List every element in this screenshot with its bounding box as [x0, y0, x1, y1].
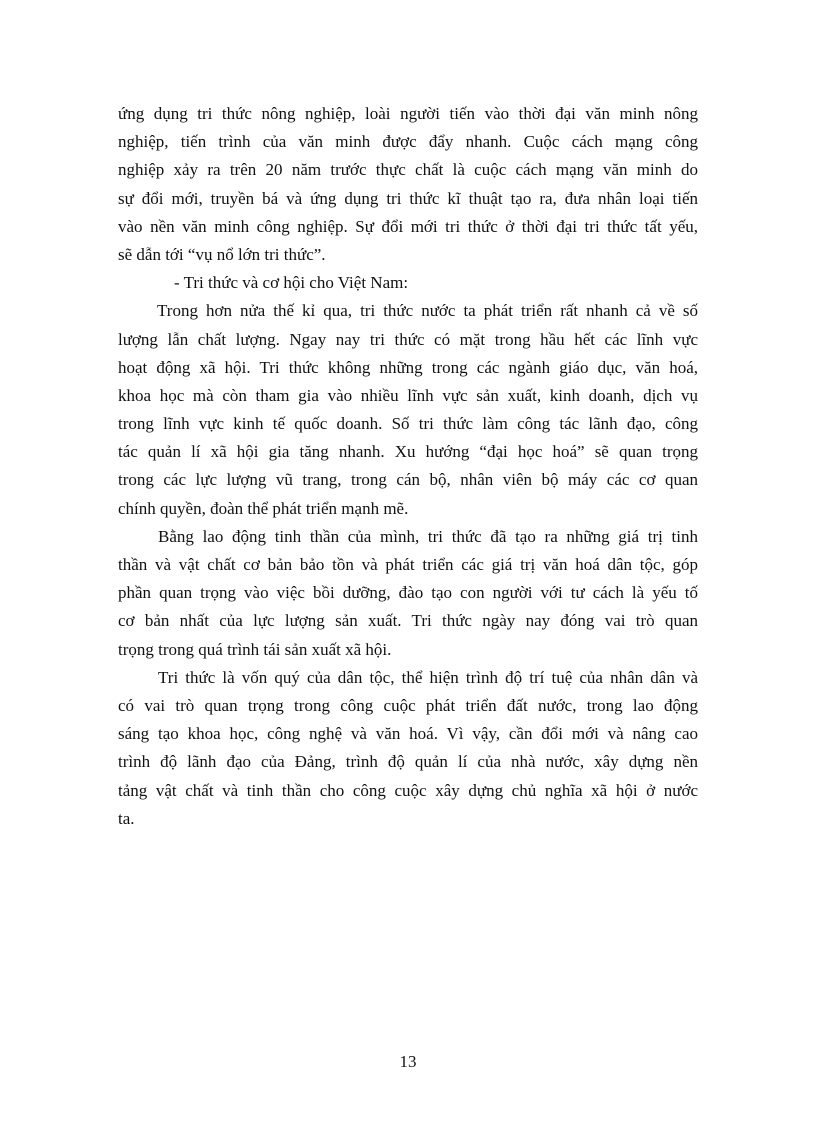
- text-line: cơ bản nhất của lực lượng sản xuất. Tri thức ngày nay đóng vai trò quan: [118, 611, 698, 631]
- text-line: ta.: [118, 808, 135, 828]
- text-line: tảng vật chất và tinh thần cho công cuộc xây dựng chủ nghĩa xã hội ở nước: [118, 780, 698, 800]
- paragraph-4: [118, 664, 698, 833]
- text-line: ứng dụng tri thức nông nghiệp, loài người tiến vào thời đại văn minh nông: [118, 104, 698, 123]
- text-line: Tri thức là vốn quý của dân tộc, thể hiện trình độ trí tuệ của nhân dân và: [158, 667, 698, 687]
- text-line: trong lĩnh vực kinh tế quốc doanh. Số tri thức làm công tác lãnh đạo, công: [118, 414, 698, 434]
- paragraph-3: [118, 523, 698, 664]
- heading-text: - Tri thức và cơ hội cho Việt Nam:: [174, 273, 409, 293]
- text-line: sẽ dẫn tới “vụ nổ lớn tri thức”.: [118, 244, 326, 264]
- text-line: chính quyền, đoàn thể phát triển mạnh mẽ.: [118, 498, 409, 518]
- text-line: trình độ lãnh đạo của Đảng, trình độ quản lí của nhà nước, xây dựng nền: [118, 752, 698, 772]
- section-heading: [118, 269, 698, 297]
- text-line: Trong hơn nửa thế kỉ qua, tri thức nước ta phát triển rất nhanh cả về số: [157, 301, 698, 321]
- text-line: thần và vật chất cơ bản bảo tồn và phát triển các giá trị văn hoá dân tộc, góp: [118, 555, 698, 574]
- text-line: sự đổi mới, truyền bá và ứng dụng tri thức kĩ thuật tạo ra, đưa nhân loại tiến: [118, 188, 698, 208]
- text-line: nghiệp xảy ra trên 20 năm trước thực chất là cuộc cách mạng văn minh do: [118, 160, 698, 180]
- text-line: nghiệp, tiến trình của văn minh được đẩy nhanh. Cuộc cách mạng công: [118, 132, 698, 152]
- text-line: trọng trong quá trình tái sản xuất xã hội.: [118, 639, 392, 659]
- text-line: sáng tạo khoa học, công nghệ và văn hoá. Vì vậy, cần đổi mới và nâng cao: [118, 724, 698, 744]
- paragraph-2: [118, 297, 698, 523]
- text-line: lượng lẫn chất lượng. Ngay nay tri thức có mặt trong hầu hết các lĩnh vực: [118, 329, 698, 349]
- page-number: 13: [399, 1052, 417, 1071]
- text-line: khoa học mà còn tham gia vào nhiều lĩnh vực sản xuất, kinh doanh, dịch vụ: [118, 385, 698, 405]
- page-body: [118, 100, 698, 833]
- text-line: hoạt động xã hội. Tri thức không những trong các ngành giáo dục, văn hoá,: [118, 357, 698, 377]
- text-line: Bằng lao động tinh thần của mình, tri thức đã tạo ra những giá trị tinh: [158, 526, 698, 546]
- text-line: tác quản lí xã hội gia tăng nhanh. Xu hướng “đại học hoá” sẽ quan trọng: [118, 442, 698, 462]
- text-line: trong các lực lượng vũ trang, trong cán bộ, nhân viên bộ máy các cơ quan: [118, 470, 698, 490]
- paragraph-1: [118, 100, 698, 269]
- text-line: phần quan trọng vào việc bồi dưỡng, đào tạo con người với tư cách là yếu tố: [118, 583, 698, 603]
- text-line: vào nền văn minh công nghiệp. Sự đổi mới tri thức ở thời đại tri thức tất yếu,: [118, 216, 698, 236]
- text-line: có vai trò quan trọng trong công cuộc phát triển đất nước, trong lao động: [118, 695, 698, 715]
